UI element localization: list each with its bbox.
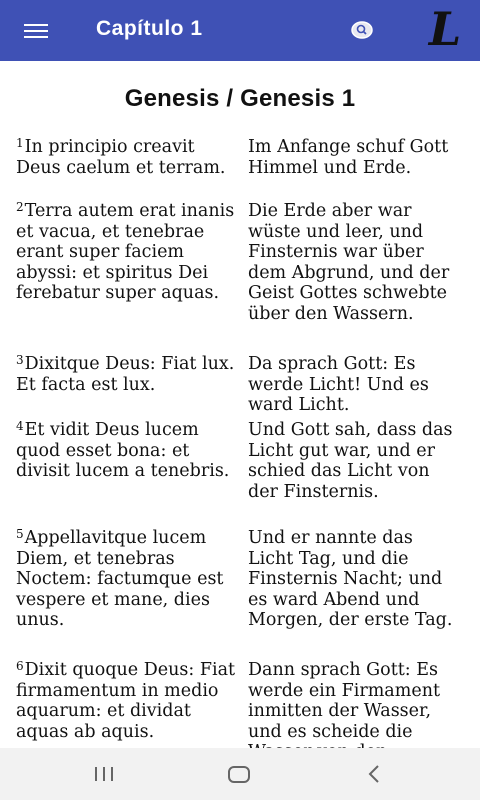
german-verse: Im Anfange schuf Gott Himmel und Erde. <box>248 137 449 178</box>
latin-text: Terra autem erat inanis et vacua, et tenebrae erant super faciem abyssi: et spiritus Dei ferebatur super aquas. <box>16 201 235 303</box>
verse-number: 6 <box>16 659 24 673</box>
verse-row <box>16 528 462 660</box>
latin-verse <box>16 201 246 354</box>
chapter-content[interactable] <box>0 61 480 748</box>
verse-number: 5 <box>16 527 24 541</box>
system-navigation-bar <box>0 748 480 800</box>
verse-row <box>16 354 462 420</box>
verse-row <box>16 201 462 354</box>
german-verse: Und Gott sah, dass das Licht gut war, und er schied das Licht von der Finsternis. <box>248 420 453 502</box>
latin-text: Dixit quoque Deus: Fiat firmamentum in medio aquarum: et dividat aquas ab aquis. <box>16 660 236 742</box>
verse-row <box>16 137 462 201</box>
verse-number: 3 <box>16 353 24 367</box>
verse-number: 1 <box>16 136 24 150</box>
chapter-title: Capítulo 1 <box>96 17 203 40</box>
verse-row <box>16 420 462 528</box>
app-bar <box>0 0 480 61</box>
latin-verse <box>16 354 246 420</box>
german-verse: Die Erde aber war wüste und leer, und Finsternis war über dem Abgrund, und der Geist Gottes schwebte über den Wassern. <box>248 201 450 324</box>
search-icon <box>350 20 374 40</box>
menu-line <box>24 36 48 38</box>
back-icon <box>350 758 398 790</box>
verse-table <box>16 137 462 770</box>
verse-number: 2 <box>16 200 24 214</box>
hamburger-menu-button[interactable] <box>18 18 56 44</box>
home-button[interactable] <box>215 758 263 790</box>
home-icon <box>215 758 263 790</box>
verse-number: 4 <box>16 419 24 433</box>
latin-verse <box>16 137 246 201</box>
page-title: Genesis / Genesis 1 <box>124 85 356 112</box>
german-verse: Und er nannte das Licht Tag, und die Finsternis Nacht; und es ward Abend und Morgen, der erste Tag. <box>248 528 453 630</box>
menu-line <box>24 30 48 32</box>
app-logo-icon[interactable]: L <box>428 2 462 56</box>
search-button[interactable] <box>350 20 374 40</box>
latin-verse <box>16 528 246 660</box>
german-verse: Dann sprach Gott: Es werde ein Firmament inmitten der Wasser, und es scheide die <box>248 660 440 742</box>
latin-verse <box>16 420 246 528</box>
recent-apps-button[interactable] <box>80 758 128 790</box>
latin-text: Dixitque Deus: Fiat lux. Et facta est lux. <box>16 354 235 395</box>
recent-apps-icon <box>80 758 128 790</box>
menu-line <box>24 24 48 26</box>
back-button[interactable] <box>350 758 398 790</box>
latin-text: In principio creavit Deus caelum et terram. <box>16 137 226 178</box>
german-verse: Da sprach Gott: Es werde Licht! Und es ward Licht. <box>248 354 429 415</box>
latin-text: Appellavitque lucem Diem, et tenebras Noctem: factumque est vespere et mane, dies unus. <box>16 528 224 630</box>
latin-text: Et vidit Deus lucem quod esset bona: et divisit lucem a tenebris. <box>16 420 230 481</box>
